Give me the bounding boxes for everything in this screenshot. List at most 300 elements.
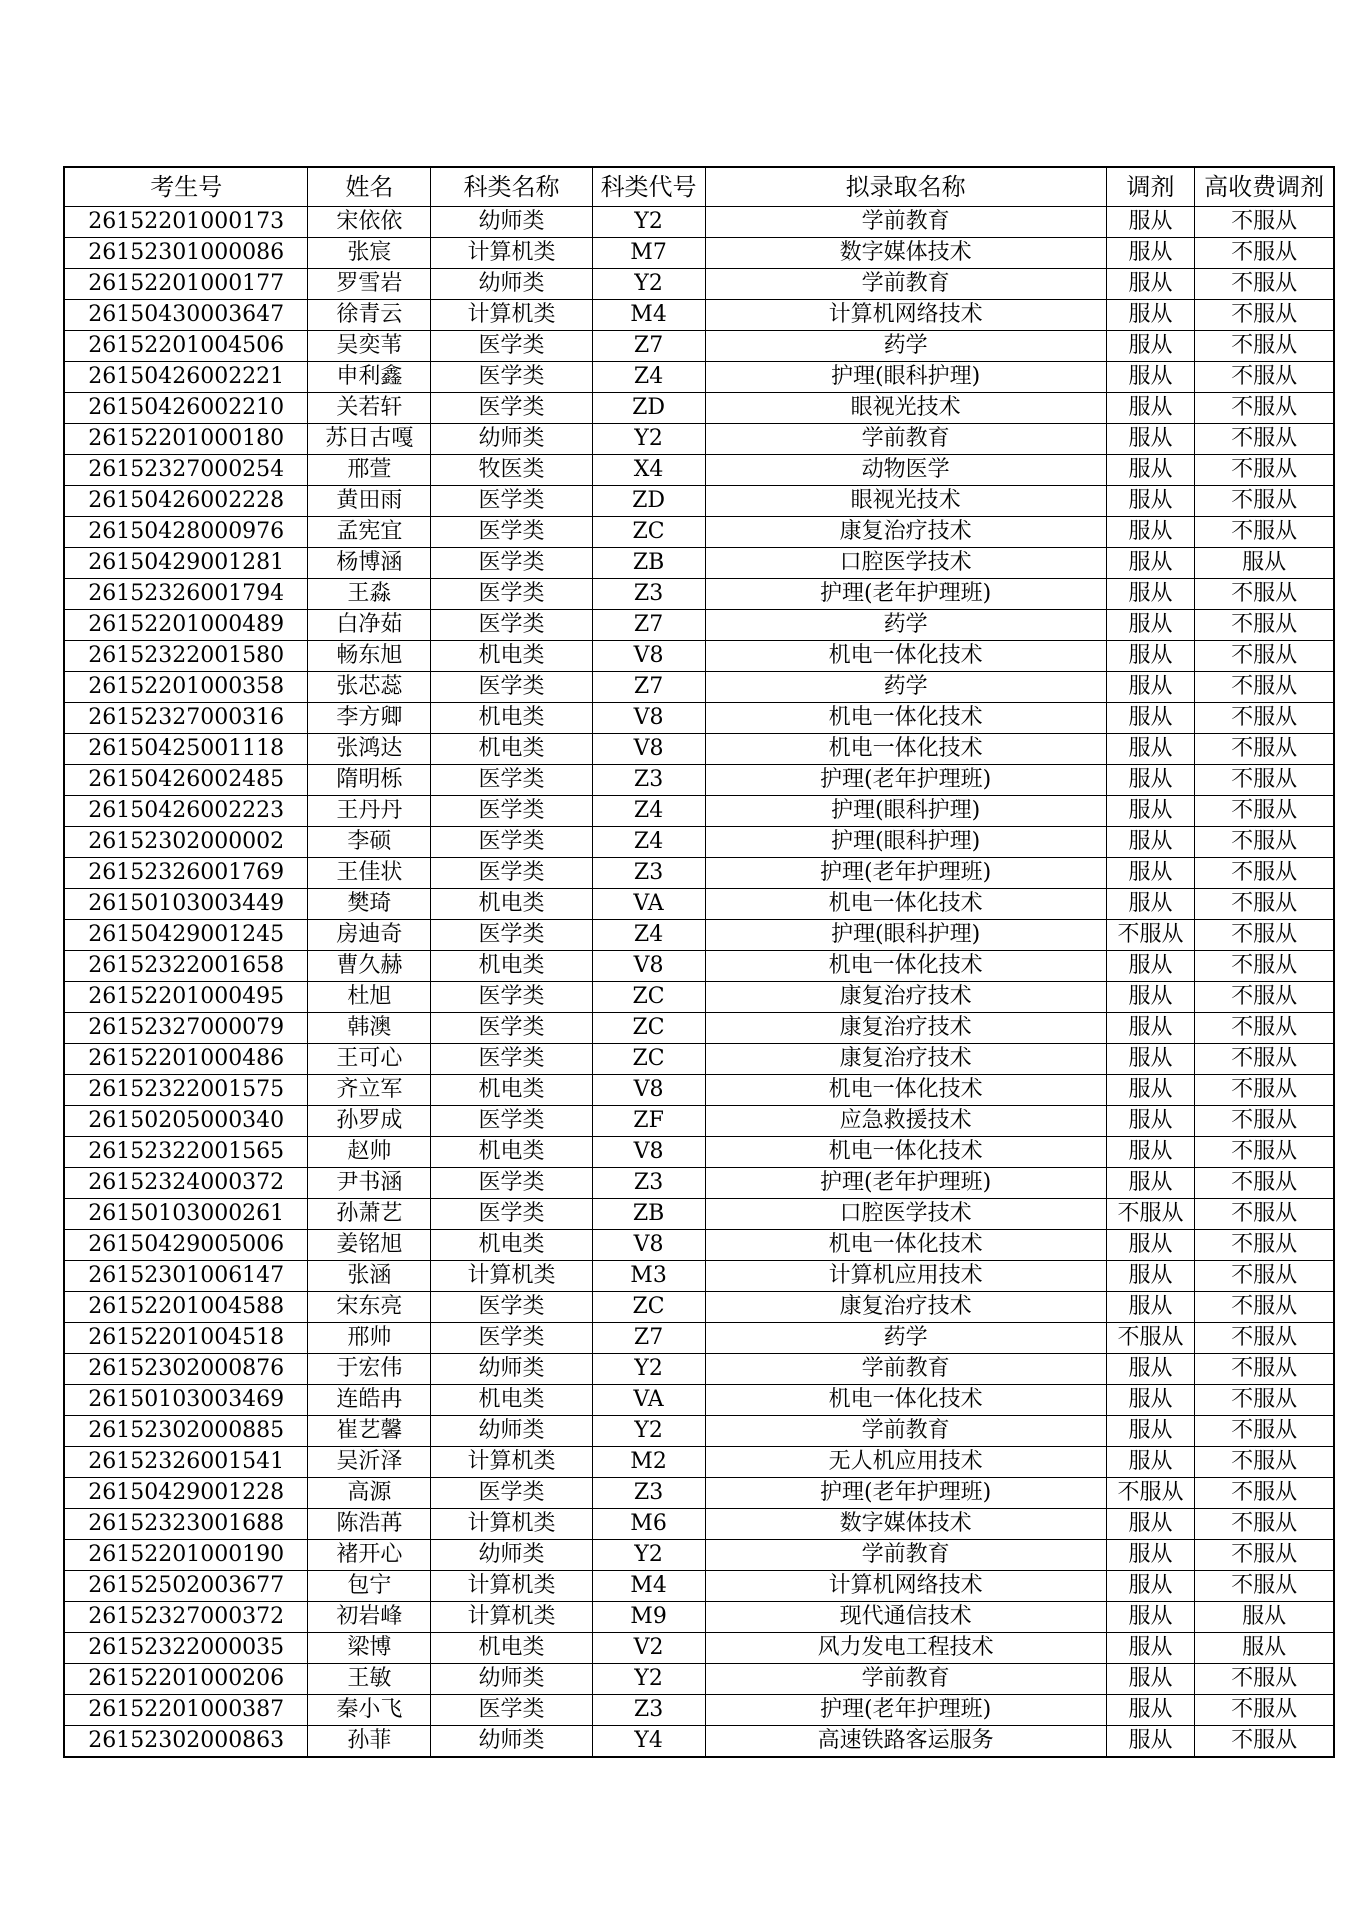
header-adjust: 调剂 [1106, 167, 1195, 207]
cell-code: Z4 [592, 362, 705, 393]
table-row [64, 1571, 1334, 1602]
cell-adjust: 服从 [1106, 1354, 1195, 1385]
cell-category: 医学类 [431, 982, 592, 1013]
cell-category: 幼师类 [431, 1664, 592, 1695]
cell-name: 张宸 [308, 238, 431, 269]
cell-fee-adjust: 不服从 [1195, 1385, 1334, 1416]
cell-category: 计算机类 [431, 300, 592, 331]
table-row [64, 300, 1334, 331]
cell-fee-adjust: 不服从 [1195, 1447, 1334, 1478]
cell-major: 学前教育 [705, 207, 1106, 238]
cell-fee-adjust: 不服从 [1195, 734, 1334, 765]
cell-id: 26152326001794 [64, 579, 308, 610]
cell-category: 医学类 [431, 610, 592, 641]
cell-id: 26150425001118 [64, 734, 308, 765]
cell-adjust: 服从 [1106, 765, 1195, 796]
cell-code: V8 [592, 641, 705, 672]
cell-name: 曹久赫 [308, 951, 431, 982]
cell-id: 26152201000180 [64, 424, 308, 455]
cell-adjust: 服从 [1106, 1540, 1195, 1571]
cell-major: 学前教育 [705, 1664, 1106, 1695]
table-row [64, 1292, 1334, 1323]
cell-id: 26150429005006 [64, 1230, 308, 1261]
cell-category: 幼师类 [431, 424, 592, 455]
cell-major: 护理(眼科护理) [705, 796, 1106, 827]
cell-id: 26152201004518 [64, 1323, 308, 1354]
cell-major: 计算机应用技术 [705, 1261, 1106, 1292]
table-row [64, 1602, 1334, 1633]
cell-category: 医学类 [431, 920, 592, 951]
cell-code: ZC [592, 1292, 705, 1323]
cell-major: 护理(老年护理班) [705, 765, 1106, 796]
cell-major: 眼视光技术 [705, 393, 1106, 424]
cell-major: 现代通信技术 [705, 1602, 1106, 1633]
cell-name: 白净茹 [308, 610, 431, 641]
cell-id: 26152201004588 [64, 1292, 308, 1323]
table-row [64, 207, 1334, 238]
cell-category: 医学类 [431, 827, 592, 858]
cell-id: 26152201000387 [64, 1695, 308, 1726]
cell-id: 26150429001281 [64, 548, 308, 579]
header-row [64, 167, 1334, 207]
cell-major: 机电一体化技术 [705, 1230, 1106, 1261]
cell-fee-adjust: 不服从 [1195, 238, 1334, 269]
cell-category: 机电类 [431, 1633, 592, 1664]
cell-category: 机电类 [431, 703, 592, 734]
cell-adjust: 服从 [1106, 424, 1195, 455]
cell-name: 吴奕苇 [308, 331, 431, 362]
table-row [64, 455, 1334, 486]
cell-name: 李方卿 [308, 703, 431, 734]
cell-adjust: 服从 [1106, 796, 1195, 827]
cell-major: 药学 [705, 1323, 1106, 1354]
cell-adjust: 服从 [1106, 641, 1195, 672]
cell-fee-adjust: 不服从 [1195, 393, 1334, 424]
cell-adjust: 服从 [1106, 1416, 1195, 1447]
table-row [64, 1509, 1334, 1540]
cell-category: 医学类 [431, 1168, 592, 1199]
cell-code: Y2 [592, 1664, 705, 1695]
table-row [64, 331, 1334, 362]
cell-code: Z7 [592, 610, 705, 641]
cell-name: 于宏伟 [308, 1354, 431, 1385]
table-row [64, 1261, 1334, 1292]
cell-name: 房迪奇 [308, 920, 431, 951]
cell-major: 机电一体化技术 [705, 1137, 1106, 1168]
cell-major: 康复治疗技术 [705, 982, 1106, 1013]
cell-adjust: 服从 [1106, 1168, 1195, 1199]
cell-category: 机电类 [431, 951, 592, 982]
cell-fee-adjust: 不服从 [1195, 610, 1334, 641]
cell-name: 王佳状 [308, 858, 431, 889]
cell-code: Y2 [592, 1354, 705, 1385]
cell-code: Y2 [592, 207, 705, 238]
cell-adjust: 服从 [1106, 1013, 1195, 1044]
cell-major: 无人机应用技术 [705, 1447, 1106, 1478]
cell-fee-adjust: 不服从 [1195, 1044, 1334, 1075]
cell-id: 26152302000885 [64, 1416, 308, 1447]
cell-id: 26152327000079 [64, 1013, 308, 1044]
cell-fee-adjust: 不服从 [1195, 641, 1334, 672]
cell-fee-adjust: 不服从 [1195, 1478, 1334, 1509]
cell-id: 26150103003469 [64, 1385, 308, 1416]
cell-name: 张涵 [308, 1261, 431, 1292]
cell-name: 杨博涵 [308, 548, 431, 579]
table-row [64, 610, 1334, 641]
table-row [64, 1354, 1334, 1385]
cell-code: V8 [592, 703, 705, 734]
cell-code: ZC [592, 1044, 705, 1075]
cell-major: 学前教育 [705, 424, 1106, 455]
cell-category: 计算机类 [431, 1261, 592, 1292]
table-row [64, 672, 1334, 703]
cell-adjust: 服从 [1106, 951, 1195, 982]
cell-category: 医学类 [431, 858, 592, 889]
cell-name: 赵帅 [308, 1137, 431, 1168]
cell-code: Z3 [592, 1478, 705, 1509]
cell-category: 机电类 [431, 889, 592, 920]
cell-id: 26150426002223 [64, 796, 308, 827]
cell-category: 医学类 [431, 796, 592, 827]
cell-adjust: 服从 [1106, 1137, 1195, 1168]
cell-category: 幼师类 [431, 207, 592, 238]
cell-fee-adjust: 不服从 [1195, 703, 1334, 734]
cell-id: 26152322001658 [64, 951, 308, 982]
table-row [64, 641, 1334, 672]
cell-name: 徐青云 [308, 300, 431, 331]
cell-adjust: 服从 [1106, 1385, 1195, 1416]
cell-category: 医学类 [431, 362, 592, 393]
cell-fee-adjust: 不服从 [1195, 486, 1334, 517]
cell-id: 26152302000002 [64, 827, 308, 858]
cell-adjust: 服从 [1106, 610, 1195, 641]
cell-major: 学前教育 [705, 1416, 1106, 1447]
cell-id: 26152322001580 [64, 641, 308, 672]
cell-major: 药学 [705, 331, 1106, 362]
cell-adjust: 服从 [1106, 1602, 1195, 1633]
cell-category: 机电类 [431, 641, 592, 672]
cell-name: 邢萱 [308, 455, 431, 486]
cell-name: 孙罗成 [308, 1106, 431, 1137]
cell-code: ZF [592, 1106, 705, 1137]
cell-code: ZC [592, 1013, 705, 1044]
cell-fee-adjust: 服从 [1195, 548, 1334, 579]
cell-id: 26150429001228 [64, 1478, 308, 1509]
cell-major: 数字媒体技术 [705, 238, 1106, 269]
cell-name: 齐立军 [308, 1075, 431, 1106]
cell-code: Y2 [592, 269, 705, 300]
cell-adjust: 服从 [1106, 1664, 1195, 1695]
cell-category: 医学类 [431, 486, 592, 517]
table-row [64, 920, 1334, 951]
header-fee-adjust: 高收费调剂 [1195, 167, 1334, 207]
cell-code: ZC [592, 982, 705, 1013]
cell-code: V8 [592, 734, 705, 765]
cell-code: Z7 [592, 331, 705, 362]
cell-category: 幼师类 [431, 1726, 592, 1758]
cell-name: 苏日古嘎 [308, 424, 431, 455]
cell-code: ZD [592, 393, 705, 424]
cell-adjust: 服从 [1106, 1044, 1195, 1075]
cell-major: 药学 [705, 672, 1106, 703]
cell-id: 26152324000372 [64, 1168, 308, 1199]
cell-fee-adjust: 不服从 [1195, 1664, 1334, 1695]
cell-major: 动物医学 [705, 455, 1106, 486]
cell-code: Z3 [592, 858, 705, 889]
cell-code: Z4 [592, 827, 705, 858]
cell-major: 计算机网络技术 [705, 1571, 1106, 1602]
cell-category: 计算机类 [431, 1602, 592, 1633]
cell-name: 王淼 [308, 579, 431, 610]
table-row [64, 1385, 1334, 1416]
cell-major: 机电一体化技术 [705, 703, 1106, 734]
cell-name: 王可心 [308, 1044, 431, 1075]
cell-major: 康复治疗技术 [705, 1013, 1106, 1044]
cell-adjust: 服从 [1106, 1292, 1195, 1323]
cell-code: M4 [592, 300, 705, 331]
cell-adjust: 服从 [1106, 1509, 1195, 1540]
cell-category: 医学类 [431, 1199, 592, 1230]
table-row [64, 1199, 1334, 1230]
table-row [64, 827, 1334, 858]
table-row [64, 1416, 1334, 1447]
cell-code: Z3 [592, 1168, 705, 1199]
cell-id: 26152201000177 [64, 269, 308, 300]
cell-fee-adjust: 不服从 [1195, 424, 1334, 455]
table-row [64, 1323, 1334, 1354]
cell-code: Y2 [592, 1416, 705, 1447]
cell-adjust: 不服从 [1106, 1478, 1195, 1509]
table-row [64, 486, 1334, 517]
cell-name: 高源 [308, 1478, 431, 1509]
cell-fee-adjust: 不服从 [1195, 1571, 1334, 1602]
cell-id: 26152322000035 [64, 1633, 308, 1664]
cell-category: 医学类 [431, 1106, 592, 1137]
cell-adjust: 服从 [1106, 393, 1195, 424]
cell-name: 孙菲 [308, 1726, 431, 1758]
cell-id: 26152326001769 [64, 858, 308, 889]
cell-major: 护理(老年护理班) [705, 1695, 1106, 1726]
cell-fee-adjust: 不服从 [1195, 1230, 1334, 1261]
cell-adjust: 服从 [1106, 734, 1195, 765]
cell-adjust: 服从 [1106, 455, 1195, 486]
cell-code: M9 [592, 1602, 705, 1633]
cell-name: 王敏 [308, 1664, 431, 1695]
cell-id: 26152301000086 [64, 238, 308, 269]
cell-name: 李硕 [308, 827, 431, 858]
cell-id: 26152327000316 [64, 703, 308, 734]
cell-id: 26152201000486 [64, 1044, 308, 1075]
cell-adjust: 服从 [1106, 1447, 1195, 1478]
table-row [64, 362, 1334, 393]
table-body [64, 207, 1334, 1758]
header-major: 拟录取名称 [705, 167, 1106, 207]
cell-fee-adjust: 不服从 [1195, 579, 1334, 610]
cell-code: Z7 [592, 1323, 705, 1354]
cell-fee-adjust: 不服从 [1195, 951, 1334, 982]
cell-category: 机电类 [431, 1075, 592, 1106]
cell-fee-adjust: 不服从 [1195, 982, 1334, 1013]
cell-code: X4 [592, 455, 705, 486]
table-row [64, 517, 1334, 548]
cell-adjust: 不服从 [1106, 1323, 1195, 1354]
cell-name: 关若轩 [308, 393, 431, 424]
cell-adjust: 服从 [1106, 1230, 1195, 1261]
cell-adjust: 服从 [1106, 1633, 1195, 1664]
cell-name: 韩澳 [308, 1013, 431, 1044]
table-header [64, 167, 1334, 207]
cell-id: 26152327000372 [64, 1602, 308, 1633]
cell-category: 机电类 [431, 1230, 592, 1261]
cell-major: 康复治疗技术 [705, 1044, 1106, 1075]
cell-code: Z3 [592, 765, 705, 796]
cell-adjust: 服从 [1106, 238, 1195, 269]
cell-code: Z3 [592, 579, 705, 610]
cell-fee-adjust: 不服从 [1195, 517, 1334, 548]
cell-code: Z4 [592, 796, 705, 827]
table-row [64, 765, 1334, 796]
cell-fee-adjust: 服从 [1195, 1633, 1334, 1664]
cell-fee-adjust: 不服从 [1195, 1137, 1334, 1168]
cell-name: 罗雪岩 [308, 269, 431, 300]
table-row [64, 579, 1334, 610]
cell-major: 机电一体化技术 [705, 1385, 1106, 1416]
cell-adjust: 服从 [1106, 858, 1195, 889]
table-row [64, 1044, 1334, 1075]
cell-major: 学前教育 [705, 269, 1106, 300]
table-row [64, 1013, 1334, 1044]
cell-fee-adjust: 不服从 [1195, 1292, 1334, 1323]
cell-adjust: 服从 [1106, 827, 1195, 858]
cell-code: Y2 [592, 1540, 705, 1571]
cell-code: ZC [592, 517, 705, 548]
cell-category: 医学类 [431, 1013, 592, 1044]
cell-code: V8 [592, 1230, 705, 1261]
cell-id: 26152302000876 [64, 1354, 308, 1385]
table-row [64, 1540, 1334, 1571]
cell-code: Z4 [592, 920, 705, 951]
cell-category: 幼师类 [431, 1416, 592, 1447]
cell-code: ZB [592, 1199, 705, 1230]
cell-adjust: 服从 [1106, 517, 1195, 548]
cell-name: 连皓冉 [308, 1385, 431, 1416]
cell-major: 护理(老年护理班) [705, 858, 1106, 889]
cell-id: 26152201004506 [64, 331, 308, 362]
cell-adjust: 服从 [1106, 269, 1195, 300]
cell-category: 医学类 [431, 672, 592, 703]
table-row [64, 703, 1334, 734]
cell-major: 机电一体化技术 [705, 734, 1106, 765]
table-row [64, 1075, 1334, 1106]
cell-name: 包宁 [308, 1571, 431, 1602]
cell-fee-adjust: 不服从 [1195, 672, 1334, 703]
cell-fee-adjust: 不服从 [1195, 1106, 1334, 1137]
cell-category: 医学类 [431, 548, 592, 579]
cell-adjust: 服从 [1106, 672, 1195, 703]
cell-fee-adjust: 不服从 [1195, 920, 1334, 951]
cell-category: 计算机类 [431, 1509, 592, 1540]
cell-name: 尹书涵 [308, 1168, 431, 1199]
cell-fee-adjust: 不服从 [1195, 796, 1334, 827]
cell-major: 护理(眼科护理) [705, 920, 1106, 951]
cell-name: 孟宪宜 [308, 517, 431, 548]
cell-name: 隋明栎 [308, 765, 431, 796]
cell-adjust: 服从 [1106, 1571, 1195, 1602]
cell-category: 计算机类 [431, 1447, 592, 1478]
cell-adjust: 服从 [1106, 331, 1195, 362]
cell-category: 幼师类 [431, 269, 592, 300]
table-row [64, 1695, 1334, 1726]
table-row [64, 858, 1334, 889]
cell-id: 26152322001575 [64, 1075, 308, 1106]
cell-adjust: 服从 [1106, 703, 1195, 734]
cell-adjust: 不服从 [1106, 1199, 1195, 1230]
cell-id: 26152201000358 [64, 672, 308, 703]
cell-major: 机电一体化技术 [705, 951, 1106, 982]
cell-code: ZD [592, 486, 705, 517]
cell-major: 眼视光技术 [705, 486, 1106, 517]
cell-name: 樊琦 [308, 889, 431, 920]
cell-code: M6 [592, 1509, 705, 1540]
cell-id: 26152201000173 [64, 207, 308, 238]
cell-major: 学前教育 [705, 1540, 1106, 1571]
cell-fee-adjust: 不服从 [1195, 331, 1334, 362]
cell-id: 26150205000340 [64, 1106, 308, 1137]
cell-id: 26150429001245 [64, 920, 308, 951]
table-row [64, 269, 1334, 300]
cell-category: 医学类 [431, 1695, 592, 1726]
cell-major: 风力发电工程技术 [705, 1633, 1106, 1664]
cell-code: M3 [592, 1261, 705, 1292]
cell-fee-adjust: 不服从 [1195, 1540, 1334, 1571]
cell-code: M4 [592, 1571, 705, 1602]
cell-name: 崔艺馨 [308, 1416, 431, 1447]
cell-adjust: 服从 [1106, 579, 1195, 610]
cell-code: V2 [592, 1633, 705, 1664]
cell-name: 孙萧艺 [308, 1199, 431, 1230]
cell-id: 26150426002485 [64, 765, 308, 796]
cell-fee-adjust: 不服从 [1195, 1168, 1334, 1199]
table-row [64, 951, 1334, 982]
cell-major: 机电一体化技术 [705, 641, 1106, 672]
cell-name: 陈浩苒 [308, 1509, 431, 1540]
cell-adjust: 服从 [1106, 207, 1195, 238]
cell-id: 26152201000495 [64, 982, 308, 1013]
table-row [64, 1447, 1334, 1478]
cell-name: 吴沂泽 [308, 1447, 431, 1478]
cell-category: 医学类 [431, 579, 592, 610]
cell-fee-adjust: 不服从 [1195, 858, 1334, 889]
cell-id: 26152301006147 [64, 1261, 308, 1292]
table-row [64, 1633, 1334, 1664]
cell-category: 医学类 [431, 1478, 592, 1509]
cell-fee-adjust: 不服从 [1195, 1354, 1334, 1385]
table-row [64, 393, 1334, 424]
cell-name: 畅东旭 [308, 641, 431, 672]
cell-adjust: 服从 [1106, 1075, 1195, 1106]
table-row [64, 1726, 1334, 1758]
cell-name: 王丹丹 [308, 796, 431, 827]
cell-fee-adjust: 不服从 [1195, 1013, 1334, 1044]
cell-code: V8 [592, 951, 705, 982]
cell-fee-adjust: 不服从 [1195, 207, 1334, 238]
cell-category: 医学类 [431, 331, 592, 362]
cell-id: 26150426002221 [64, 362, 308, 393]
cell-adjust: 服从 [1106, 362, 1195, 393]
table-row [64, 1168, 1334, 1199]
cell-id: 26152326001541 [64, 1447, 308, 1478]
cell-id: 26150430003647 [64, 300, 308, 331]
